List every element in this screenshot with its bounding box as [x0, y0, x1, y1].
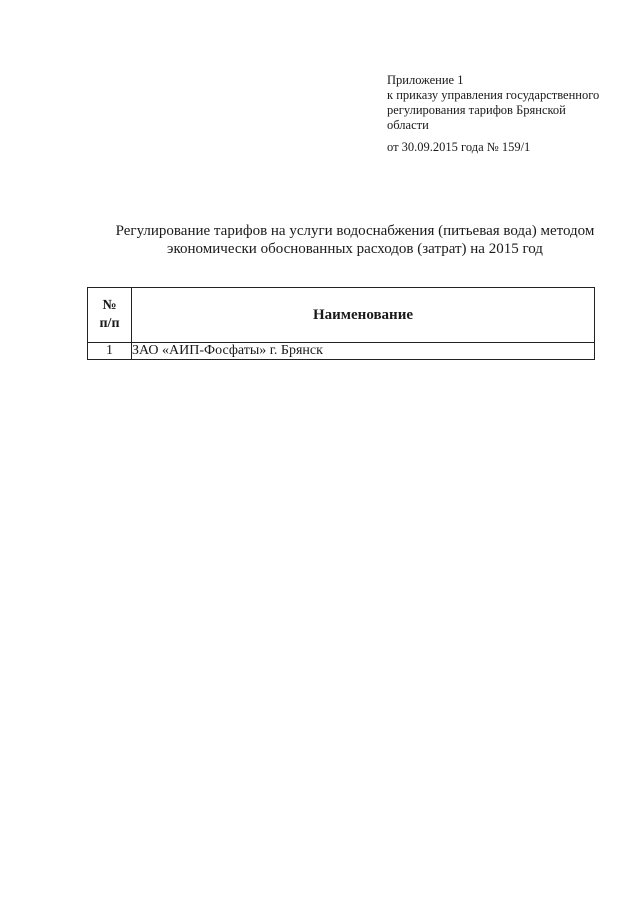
appendix-title: Приложение 1 [387, 73, 464, 87]
column-header-name: Наименование [132, 288, 595, 343]
organizations-table [87, 287, 595, 360]
column-header-number [88, 288, 132, 343]
column-header-number-abbr: п/п [99, 316, 120, 331]
row-name-cell: ЗАО «АИП-Фосфаты» г. Брянск [132, 343, 595, 360]
appendix-region-line: области [387, 118, 429, 132]
table-row [88, 343, 595, 360]
appendix-date-line: от 30.09.2015 года № 159/1 [387, 140, 531, 154]
document-title-line-2: экономически обоснованных расходов (затрат) на 2015 год [167, 241, 543, 257]
appendix-authority-line: регулирования тарифов Брянской [387, 103, 566, 117]
appendix-block [387, 73, 627, 155]
document-title-line-1: Регулирование тарифов на услуги водоснабжения (питьевая вода) методом [115, 223, 595, 239]
column-header-number-sign: № [102, 298, 117, 313]
row-number-cell: 1 [88, 343, 132, 360]
appendix-order-line: к приказу управления государственного [387, 88, 600, 102]
table-header-row [88, 288, 595, 343]
document-title [90, 222, 620, 258]
